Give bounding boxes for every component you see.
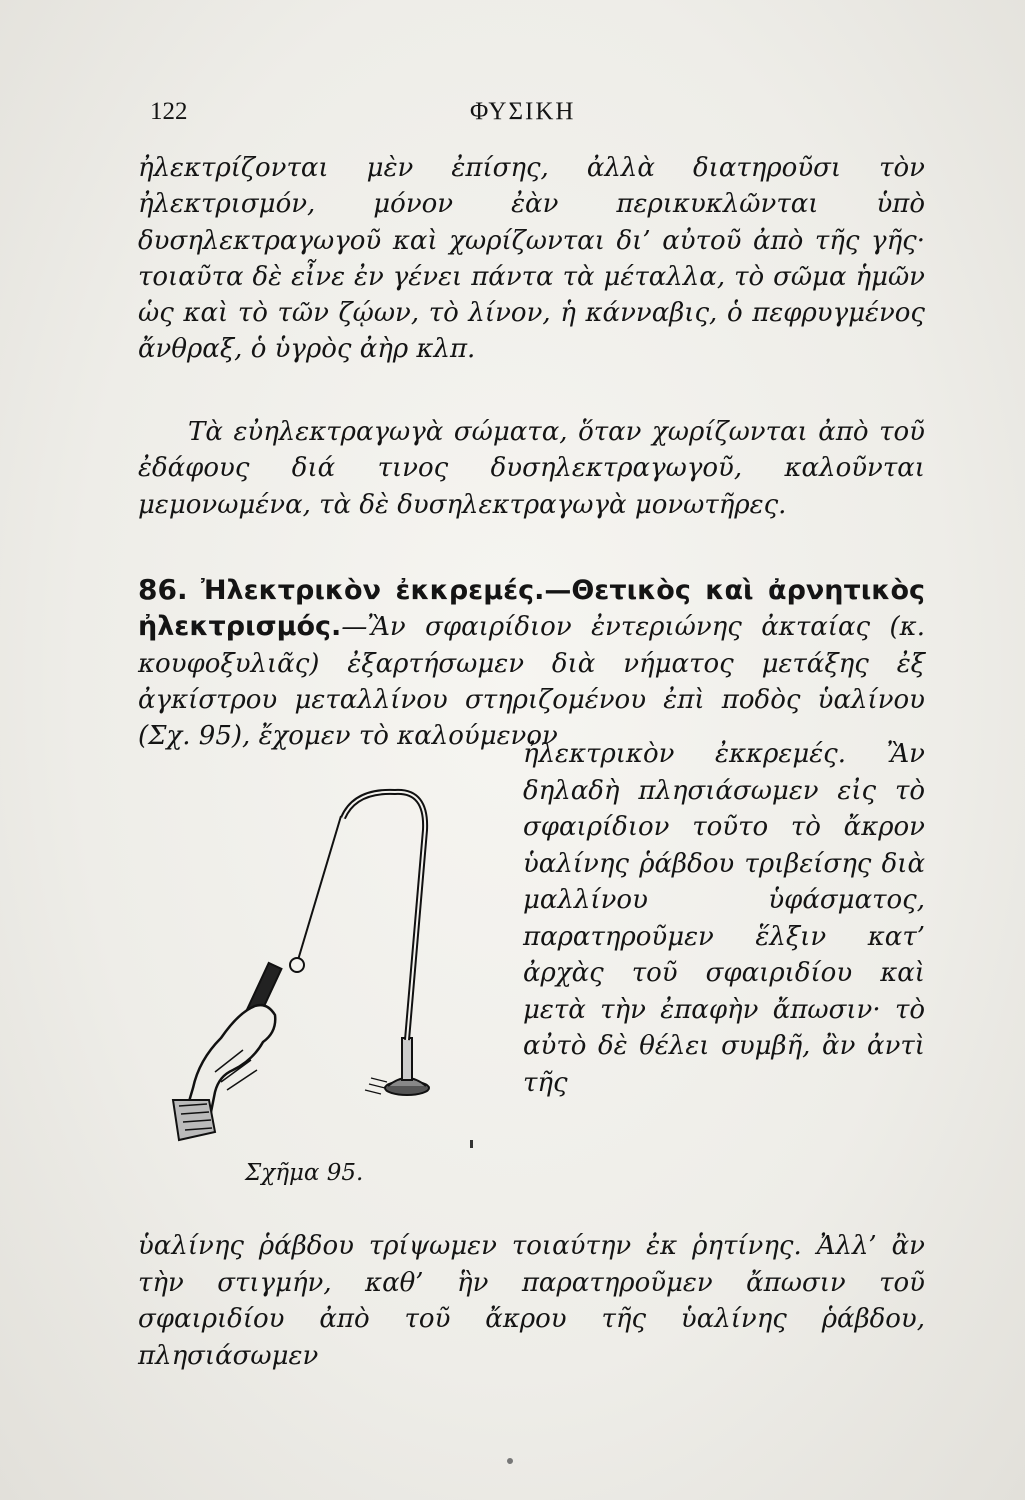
section-86-text-c: . Ἂν δηλαδὴ πλησιάσωμεν εἰς τὸ σφαιρίδιον τοῦτο τὸ ἄκρον ὑαλίνης ῥάβδου τριβείσης διὰ μαλλίνου ὑφάσματος, παρατηροῦμεν ἕλξιν κατ’ ἀρχὰς τοῦ σφαιριδίου καὶ μετὰ τὴν ἐπαφὴν ἄπωσιν· τὸ αὐτὸ δὲ θέλει συμβῆ, ἂν ἀντὶ τῆς — [523, 739, 925, 1098]
section-86-bottom-text: ὑαλίνης ῥάβδου τρίψωμεν τοιαύτην ἐκ ῥητίνης. Ἀλλ’ ἂν τὴν στιγμήν, καθ’ ἣν παρατηροῦμεν ἄπωσιν τοῦ σφαιριδίου ἀπὸ τοῦ ἄκρου τῆς ὑαλίνης ῥάβδου, πλησιάσωμεν — [138, 1231, 925, 1371]
term-memonomena: μεμονωμένα — [138, 489, 303, 520]
paragraph-2-text-start: Τὰ εὐηλεκτραγωγὰ σώματα, ὅταν χωρίζωνται ἀπὸ τοῦ ἐδάφους διά τινος δυσηλεκτραγωγοῦ, καλοῦνται — [138, 417, 925, 484]
paragraph-2-text-mid: , τὰ δὲ δυσηλεκτραγωγὰ — [302, 489, 635, 520]
term-electric-pendulum: ἠλεκτρικὸν ἐκκρεμές — [523, 739, 838, 769]
term-monoteres: μονωτῆρες — [634, 489, 779, 520]
section-title: Ἠλεκτρικὸν ἐκκρεμές.—Θετικὸς καὶ ἀρνητικὸς ἠλεκτρισμός. — [138, 575, 925, 643]
electric-pendulum-illustration — [155, 770, 495, 1150]
page-number: 122 — [150, 98, 188, 125]
section-86-text-b: ) ἐξαρτήσωμεν διὰ νήματος μετάξης ἐξ ἀγκίστρου μεταλλίνου στηριζομένου ἐπὶ ποδὸς ὑαλίνου (Σχ. 95), ἔχομεν τὸ καλούμενον — [138, 648, 925, 752]
print-dot — [507, 1458, 513, 1464]
section-86-intro — [138, 572, 925, 754]
figure-caption: Σχῆμα 95. — [245, 1160, 364, 1186]
paragraph-1: ἠλεκτρίζονται μὲν ἐπίσης, ἀλλὰ διατηροῦσι τὸν ἠλεκτρισμόν, μόνον ἐὰν περικυκλῶνται ὑπὸ δυσηλεκτραγωγοῦ καὶ χωρίζωνται δι’ αὐτοῦ ἀπὸ τῆς γῆς· τοιαῦτα δὲ εἶνε ἐν γένει πάντα τὰ μέταλλα, τὸ σῶμα ἡμῶν ὡς καὶ τὸ τῶν ζῴων, τὸ λίνον, ἡ κάνναβις, ὁ πεφρυγμένος ἄνθραξ, ὁ ὑγρὸς ἀὴρ κλπ. — [138, 153, 925, 365]
paragraph-2 — [138, 414, 925, 523]
figure-95 — [155, 770, 495, 1150]
section-86-narrow-column — [523, 736, 925, 1101]
print-mark — [470, 1140, 473, 1148]
section-number: 86. — [138, 573, 188, 606]
paragraph-2-text-end: . — [778, 489, 787, 520]
section-86-paren: κ. κουφοξυλιᾶς — [138, 612, 925, 679]
section-86-text-a: —Ἂν σφαιρίδιον ἐντεριώνης ἀκταίας ( — [341, 612, 900, 643]
running-head: ΦΥΣΙΚΗ — [470, 98, 576, 125]
page-header — [135, 98, 925, 138]
